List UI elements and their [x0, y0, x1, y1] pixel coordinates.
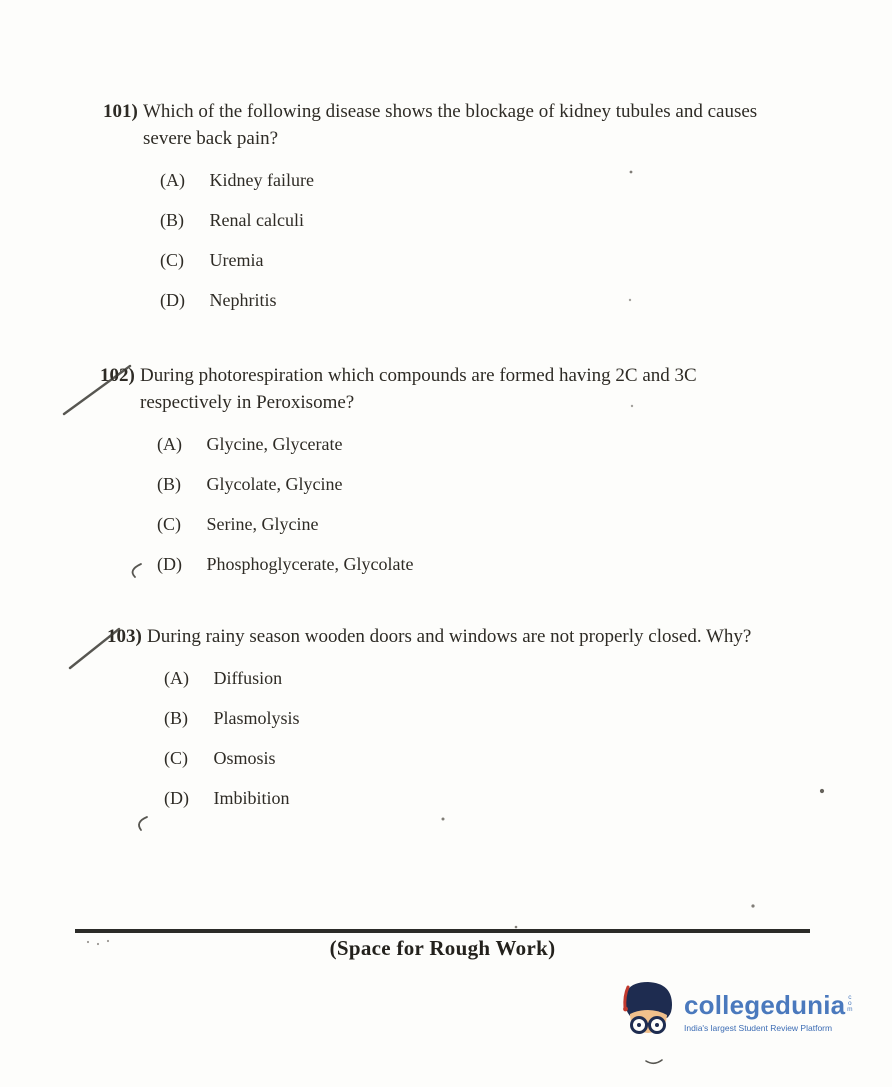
option-letter: (A) [164, 668, 189, 688]
option-letter: (A) [160, 170, 185, 190]
option-text: Glycine, Glycerate [206, 434, 343, 454]
question-header [100, 362, 792, 416]
rough-work-label: (Space for Rough Work) [329, 936, 556, 960]
option-text: Nephritis [209, 290, 277, 310]
option-text: Diffusion [213, 668, 283, 688]
options-list [160, 167, 795, 313]
option-text: Glycolate, Glycine [206, 474, 343, 494]
question-number: 103) [107, 626, 142, 647]
option-c [164, 745, 751, 771]
question-text: During rainy season wooden doors and windows are not properly closed. Why? [147, 626, 752, 647]
question-text: During photorespiration which compounds are formed having 2C and 3C respectively in Peroxisome? [140, 365, 697, 413]
option-a [157, 431, 792, 457]
option-b [160, 207, 795, 233]
option-text: Serine, Glycine [206, 514, 319, 534]
option-c [160, 247, 795, 273]
collegedunia-logo [612, 978, 853, 1054]
brand-name: collegedunia [684, 990, 846, 1020]
option-text: Plasmolysis [213, 708, 300, 728]
question-text: Which of the following disease shows the blockage of kidney tubules and causes severe back pain? [143, 101, 758, 149]
option-c [157, 511, 792, 537]
question-101 [103, 98, 795, 327]
rough-work-divider-line [75, 929, 810, 933]
option-b [164, 705, 751, 731]
brand-tagline: India's largest Student Review Platform [684, 1023, 833, 1033]
option-d [164, 785, 751, 811]
option-letter: (B) [157, 474, 181, 494]
option-letter: (C) [157, 514, 181, 534]
options-list [164, 665, 751, 811]
option-d [160, 287, 795, 313]
logo-text-block [684, 992, 853, 1033]
option-text: Uremia [209, 250, 264, 270]
option-letter: (B) [160, 210, 184, 230]
option-a [160, 167, 795, 193]
question-number: 102) [100, 365, 135, 386]
option-letter: (A) [157, 434, 182, 454]
question-102 [100, 362, 792, 591]
option-d [157, 551, 792, 577]
option-letter: (C) [160, 250, 184, 270]
option-letter: (B) [164, 708, 188, 728]
options-list [157, 431, 792, 577]
question-number: 101) [103, 101, 138, 122]
question-103 [107, 623, 751, 825]
option-a [164, 665, 751, 691]
option-letter: (D) [164, 788, 189, 808]
option-b [157, 471, 792, 497]
option-text: Renal calculi [209, 210, 304, 230]
option-text: Phosphoglycerate, Glycolate [206, 554, 414, 574]
option-text: Osmosis [213, 748, 276, 768]
option-letter: (C) [164, 748, 188, 768]
brand-tld: com [846, 994, 854, 1012]
collegedunia-mascot-icon [612, 978, 682, 1054]
question-header [107, 623, 751, 650]
option-text: Imbibition [213, 788, 290, 808]
option-text: Kidney failure [209, 170, 314, 190]
option-letter: (D) [160, 290, 185, 310]
option-letter: (D) [157, 554, 182, 574]
question-header [103, 98, 795, 152]
